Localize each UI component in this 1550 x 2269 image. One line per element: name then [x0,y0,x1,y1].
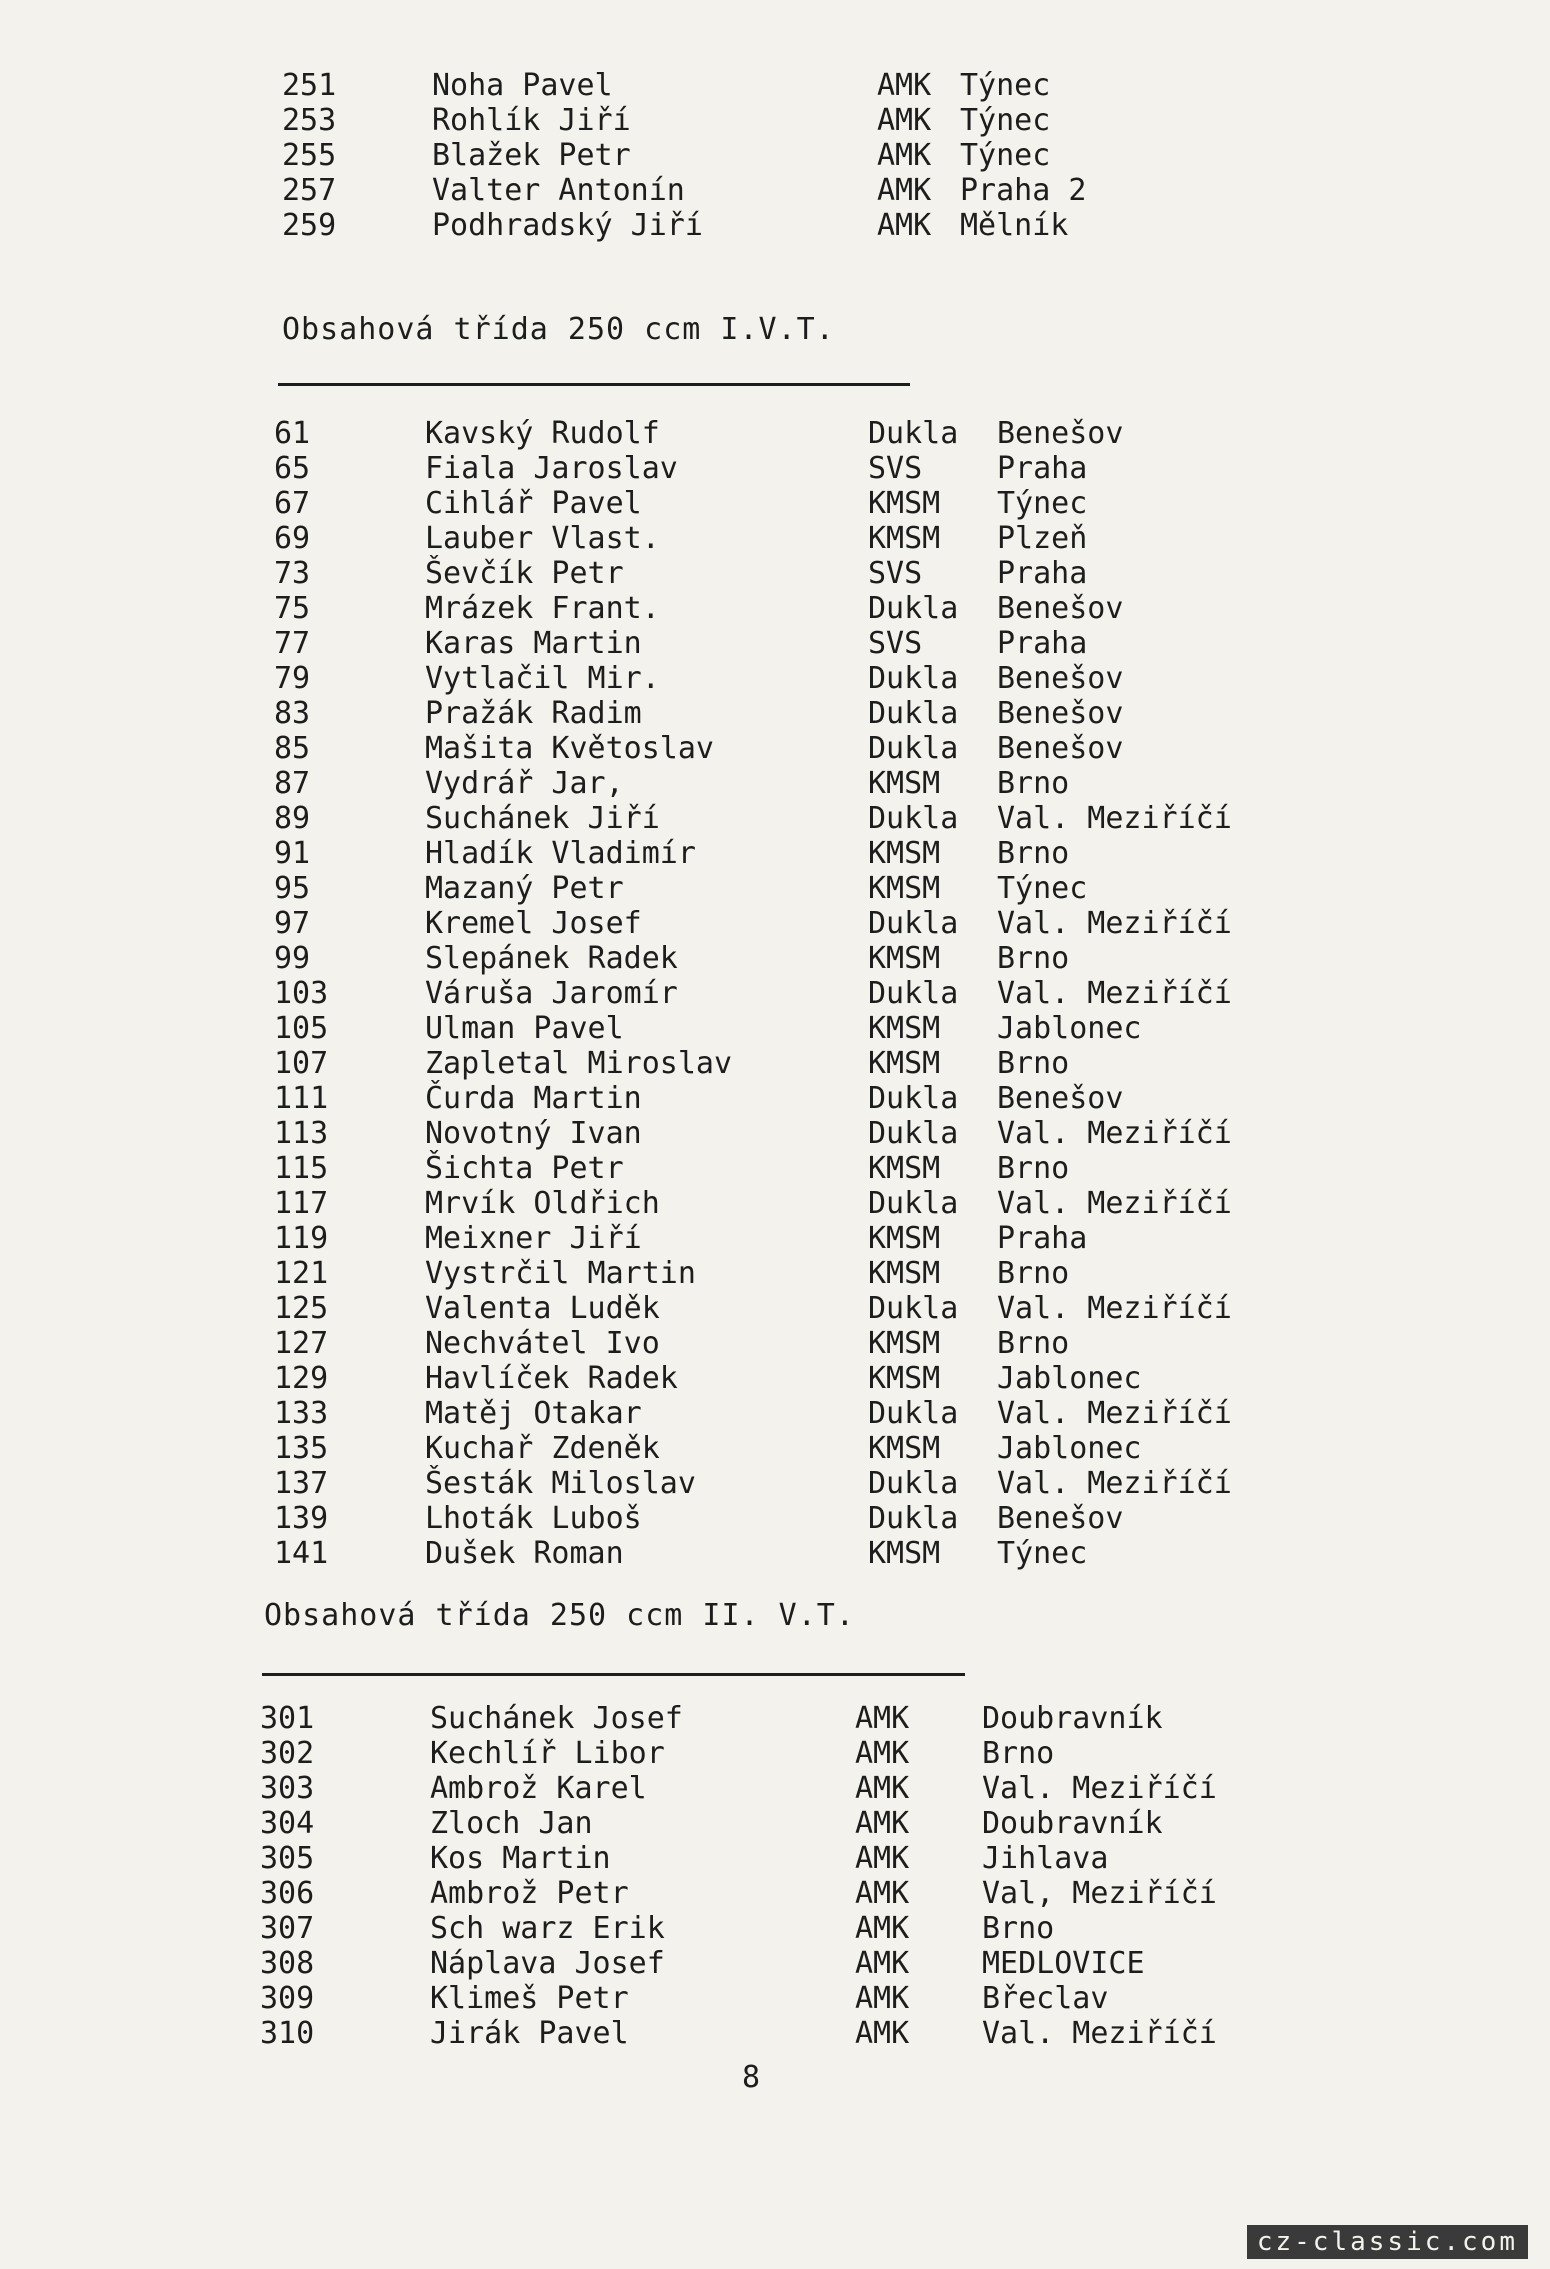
start-number: 91 [274,836,311,871]
rider-name: Nechvátel Ivo [425,1326,660,1361]
start-number: 83 [274,696,311,731]
table-row [0,836,1550,871]
club-town: Brno [997,766,1070,801]
club-town: Benešov [997,661,1124,696]
start-number: 69 [274,521,311,556]
rider-name: Kechlíř Libor [430,1736,665,1771]
table-row [0,1186,1550,1221]
start-number: 73 [274,556,311,591]
table-row [0,2016,1550,2051]
rider-name: Kuchař Zdeněk [425,1431,660,1466]
club-name: AMK [855,1806,910,1841]
rider-name: Kavský Rudolf [425,416,660,451]
club-name: KMSM [868,1151,941,1186]
club-name: Dukla [868,1396,959,1431]
table-row [0,1911,1550,1946]
rider-name: Mrázek Frant. [425,591,660,626]
table-row [0,626,1550,661]
rider-name: Rohlík Jiří [432,103,631,138]
start-number: 305 [260,1841,315,1876]
start-number: 99 [274,941,311,976]
table-row [0,1841,1550,1876]
start-number: 89 [274,801,311,836]
start-number: 304 [260,1806,315,1841]
club-town: Brno [997,1326,1070,1361]
table-row [0,1771,1550,1806]
club-name: SVS [868,451,923,486]
club-town: Brno [982,1911,1055,1946]
club-name: AMK [877,103,932,138]
club-town: Benešov [997,416,1124,451]
club-town: Praha [997,626,1088,661]
table-row [0,976,1550,1011]
start-number: 253 [282,103,337,138]
rider-name: Dušek Roman [425,1536,624,1571]
start-number: 308 [260,1946,315,1981]
rider-name: Valenta Luděk [425,1291,660,1326]
club-name: Dukla [868,1116,959,1151]
start-number: 85 [274,731,311,766]
table-row [0,556,1550,591]
start-number: 105 [274,1011,329,1046]
start-number: 255 [282,138,337,173]
table-row [0,208,1550,243]
rider-name: Lhoták Luboš [425,1501,642,1536]
table-row [0,696,1550,731]
club-name: KMSM [868,1361,941,1396]
start-number: 67 [274,486,311,521]
rider-name: Valter Antonín [432,173,685,208]
club-town: Jablonec [997,1431,1142,1466]
club-name: KMSM [868,1221,941,1256]
club-name: Dukla [868,731,959,766]
table-row [0,1081,1550,1116]
start-number: 61 [274,416,311,451]
club-town: Brno [997,941,1070,976]
rider-name: Ulman Pavel [425,1011,624,1046]
club-town: Val. Meziříčí [997,801,1232,836]
club-name: KMSM [868,836,941,871]
club-name: KMSM [868,486,941,521]
start-number: 309 [260,1981,315,2016]
rider-name: Ambrož Karel [430,1771,647,1806]
club-town: Mělník [960,208,1069,243]
rider-name: Ševčík Petr [425,556,624,591]
club-town: Břeclav [982,1981,1109,2016]
club-name: Dukla [868,976,959,1011]
rider-name: Mašita Květoslav [425,731,714,766]
club-name: Dukla [868,1501,959,1536]
table-row [0,661,1550,696]
club-name: Dukla [868,591,959,626]
rider-name: Klimeš Petr [430,1981,629,2016]
rider-name: Vydrář Jar, [425,766,624,801]
start-number: 251 [282,68,337,103]
club-town: Týnec [960,103,1051,138]
rider-name: Ambrož Petr [430,1876,629,1911]
page-number: 8 [742,2060,761,2095]
club-name: Dukla [868,1186,959,1221]
club-name: SVS [868,556,923,591]
rider-name: Suchánek Josef [430,1701,683,1736]
rider-name: Šichta Petr [425,1151,624,1186]
club-town: Benešov [997,1081,1124,1116]
rider-name: Matěj Otakar [425,1396,642,1431]
rider-name: Čurda Martin [425,1081,642,1116]
club-town: Doubravník [982,1701,1163,1736]
start-number: 103 [274,976,329,1011]
club-town: Týnec [960,138,1051,173]
start-number: 137 [274,1466,329,1501]
watermark: cz-classic.com [1247,2225,1528,2259]
club-name: AMK [855,1911,910,1946]
table-row [0,138,1550,173]
club-town: Val. Meziříčí [997,1291,1232,1326]
rider-name: Meixner Jiří [425,1221,642,1256]
rider-name: Lauber Vlast. [425,521,660,556]
section-rule [262,1673,965,1676]
club-town: Doubravník [982,1806,1163,1841]
rider-name: Hladík Vladimír [425,836,696,871]
club-name: KMSM [868,1046,941,1081]
club-name: KMSM [868,521,941,556]
start-number: 107 [274,1046,329,1081]
club-town: Brno [997,1046,1070,1081]
table-row [0,1431,1550,1466]
club-town: Brno [997,836,1070,871]
start-number: 127 [274,1326,329,1361]
start-number: 302 [260,1736,315,1771]
club-name: Dukla [868,1291,959,1326]
club-town: Benešov [997,731,1124,766]
rider-name: Blažek Petr [432,138,631,173]
start-number: 135 [274,1431,329,1466]
table-row [0,1291,1550,1326]
table-row [0,1701,1550,1736]
table-row [0,941,1550,976]
rider-name: Vytlačil Mir. [425,661,660,696]
start-number: 139 [274,1501,329,1536]
table-row [0,1501,1550,1536]
start-number: 97 [274,906,311,941]
club-town: Týnec [960,68,1051,103]
start-number: 111 [274,1081,329,1116]
table-row [0,416,1550,451]
table-row [0,1256,1550,1291]
club-town: Val. Meziříčí [997,976,1232,1011]
start-number: 117 [274,1186,329,1221]
club-town: Benešov [997,1501,1124,1536]
table-row [0,1981,1550,2016]
start-number: 87 [274,766,311,801]
table-row [0,68,1550,103]
rider-name: Suchánek Jiří [425,801,660,836]
club-name: AMK [877,138,932,173]
table-row [0,871,1550,906]
club-name: AMK [855,1771,910,1806]
club-name: Dukla [868,1081,959,1116]
table-row [0,1466,1550,1501]
start-number: 141 [274,1536,329,1571]
club-town: Brno [997,1151,1070,1186]
club-name: Dukla [868,1466,959,1501]
table-row [0,521,1550,556]
section-250-ivt-list [0,416,1550,1571]
table-row [0,1151,1550,1186]
table-row [0,103,1550,138]
club-town: Brno [997,1256,1070,1291]
club-name: AMK [855,1981,910,2016]
club-name: SVS [868,626,923,661]
club-town: Val. Meziříčí [997,906,1232,941]
section-title-250-iivt: Obsahová třída 250 ccm II. V.T. [264,1598,855,1633]
club-town: Praha 2 [960,173,1087,208]
rider-name: Zloch Jan [430,1806,593,1841]
start-number: 77 [274,626,311,661]
section-top-list [0,68,1550,243]
rider-name: Kos Martin [430,1841,611,1876]
table-row [0,1116,1550,1151]
table-row [0,1536,1550,1571]
rider-name: Mrvík Oldřich [425,1186,660,1221]
rider-name: Novotný Ivan [425,1116,642,1151]
rider-name: Jirák Pavel [430,2016,629,2051]
club-town: Brno [982,1736,1055,1771]
club-town: Týnec [997,871,1088,906]
start-number: 79 [274,661,311,696]
club-name: Dukla [868,416,959,451]
table-row [0,173,1550,208]
club-town: Jihlava [982,1841,1109,1876]
club-town: Plzeň [997,521,1088,556]
start-number: 310 [260,2016,315,2051]
start-number: 303 [260,1771,315,1806]
start-number: 119 [274,1221,329,1256]
rider-name: Váruša Jaromír [425,976,678,1011]
start-number: 121 [274,1256,329,1291]
start-number: 257 [282,173,337,208]
rider-name: Karas Martin [425,626,642,661]
rider-name: Pražák Radim [425,696,642,731]
section-rule [278,383,910,386]
club-name: KMSM [868,1431,941,1466]
table-row [0,1326,1550,1361]
start-number: 133 [274,1396,329,1431]
club-name: AMK [877,68,932,103]
club-town: Val. Meziříčí [997,1186,1232,1221]
start-number: 259 [282,208,337,243]
table-row [0,1361,1550,1396]
club-name: KMSM [868,1011,941,1046]
start-number: 129 [274,1361,329,1396]
club-name: KMSM [868,871,941,906]
start-number: 301 [260,1701,315,1736]
club-town: Jablonec [997,1361,1142,1396]
club-town: Benešov [997,696,1124,731]
rider-name: Noha Pavel [432,68,613,103]
club-name: AMK [855,2016,910,2051]
table-row [0,486,1550,521]
table-row [0,766,1550,801]
club-name: AMK [855,1876,910,1911]
club-town: Týnec [997,1536,1088,1571]
table-row [0,906,1550,941]
club-town: Praha [997,556,1088,591]
club-town: Praha [997,1221,1088,1256]
rider-name: Šesták Miloslav [425,1466,696,1501]
club-name: KMSM [868,766,941,801]
start-number: 307 [260,1911,315,1946]
rider-name: Sch warz Erik [430,1911,665,1946]
club-town: MEDLOVICE [982,1946,1145,1981]
table-row [0,1946,1550,1981]
section-title-250-ivt: Obsahová třída 250 ccm I.V.T. [282,312,835,347]
table-row [0,1396,1550,1431]
club-name: Dukla [868,696,959,731]
table-row [0,1736,1550,1771]
club-town: Týnec [997,486,1088,521]
rider-name: Mazaný Petr [425,871,624,906]
rider-name: Vystrčil Martin [425,1256,696,1291]
table-row [0,1876,1550,1911]
start-number: 306 [260,1876,315,1911]
table-row [0,1011,1550,1046]
club-town: Praha [997,451,1088,486]
club-town: Val. Meziříčí [982,2016,1217,2051]
club-name: Dukla [868,906,959,941]
table-row [0,591,1550,626]
rider-name: Cihlář Pavel [425,486,642,521]
start-number: 65 [274,451,311,486]
rider-name: Havlíček Radek [425,1361,678,1396]
club-town: Benešov [997,591,1124,626]
club-town: Jablonec [997,1011,1142,1046]
club-name: AMK [855,1841,910,1876]
club-town: Val, Meziříčí [982,1876,1217,1911]
start-number: 125 [274,1291,329,1326]
start-number: 113 [274,1116,329,1151]
table-row [0,731,1550,766]
table-row [0,1046,1550,1081]
club-name: KMSM [868,1326,941,1361]
table-row [0,451,1550,486]
club-name: AMK [855,1946,910,1981]
rider-name: Fiala Jaroslav [425,451,678,486]
rider-name: Náplava Josef [430,1946,665,1981]
club-name: Dukla [868,661,959,696]
club-name: KMSM [868,1536,941,1571]
club-name: AMK [877,173,932,208]
rider-name: Podhradský Jiří [432,208,703,243]
table-row [0,1806,1550,1841]
club-name: Dukla [868,801,959,836]
rider-name: Zapletal Miroslav [425,1046,733,1081]
club-name: KMSM [868,1256,941,1291]
club-name: KMSM [868,941,941,976]
start-number: 115 [274,1151,329,1186]
start-number: 95 [274,871,311,906]
table-row [0,801,1550,836]
rider-name: Kremel Josef [425,906,642,941]
table-row [0,1221,1550,1256]
section-250-iivt-list [0,1701,1550,2051]
club-name: AMK [855,1701,910,1736]
start-number: 75 [274,591,311,626]
club-name: AMK [877,208,932,243]
club-town: Val. Meziříčí [997,1396,1232,1431]
club-name: AMK [855,1736,910,1771]
rider-name: Slepánek Radek [425,941,678,976]
club-town: Val. Meziříčí [997,1116,1232,1151]
club-town: Val. Meziříčí [997,1466,1232,1501]
club-town: Val. Meziříčí [982,1771,1217,1806]
